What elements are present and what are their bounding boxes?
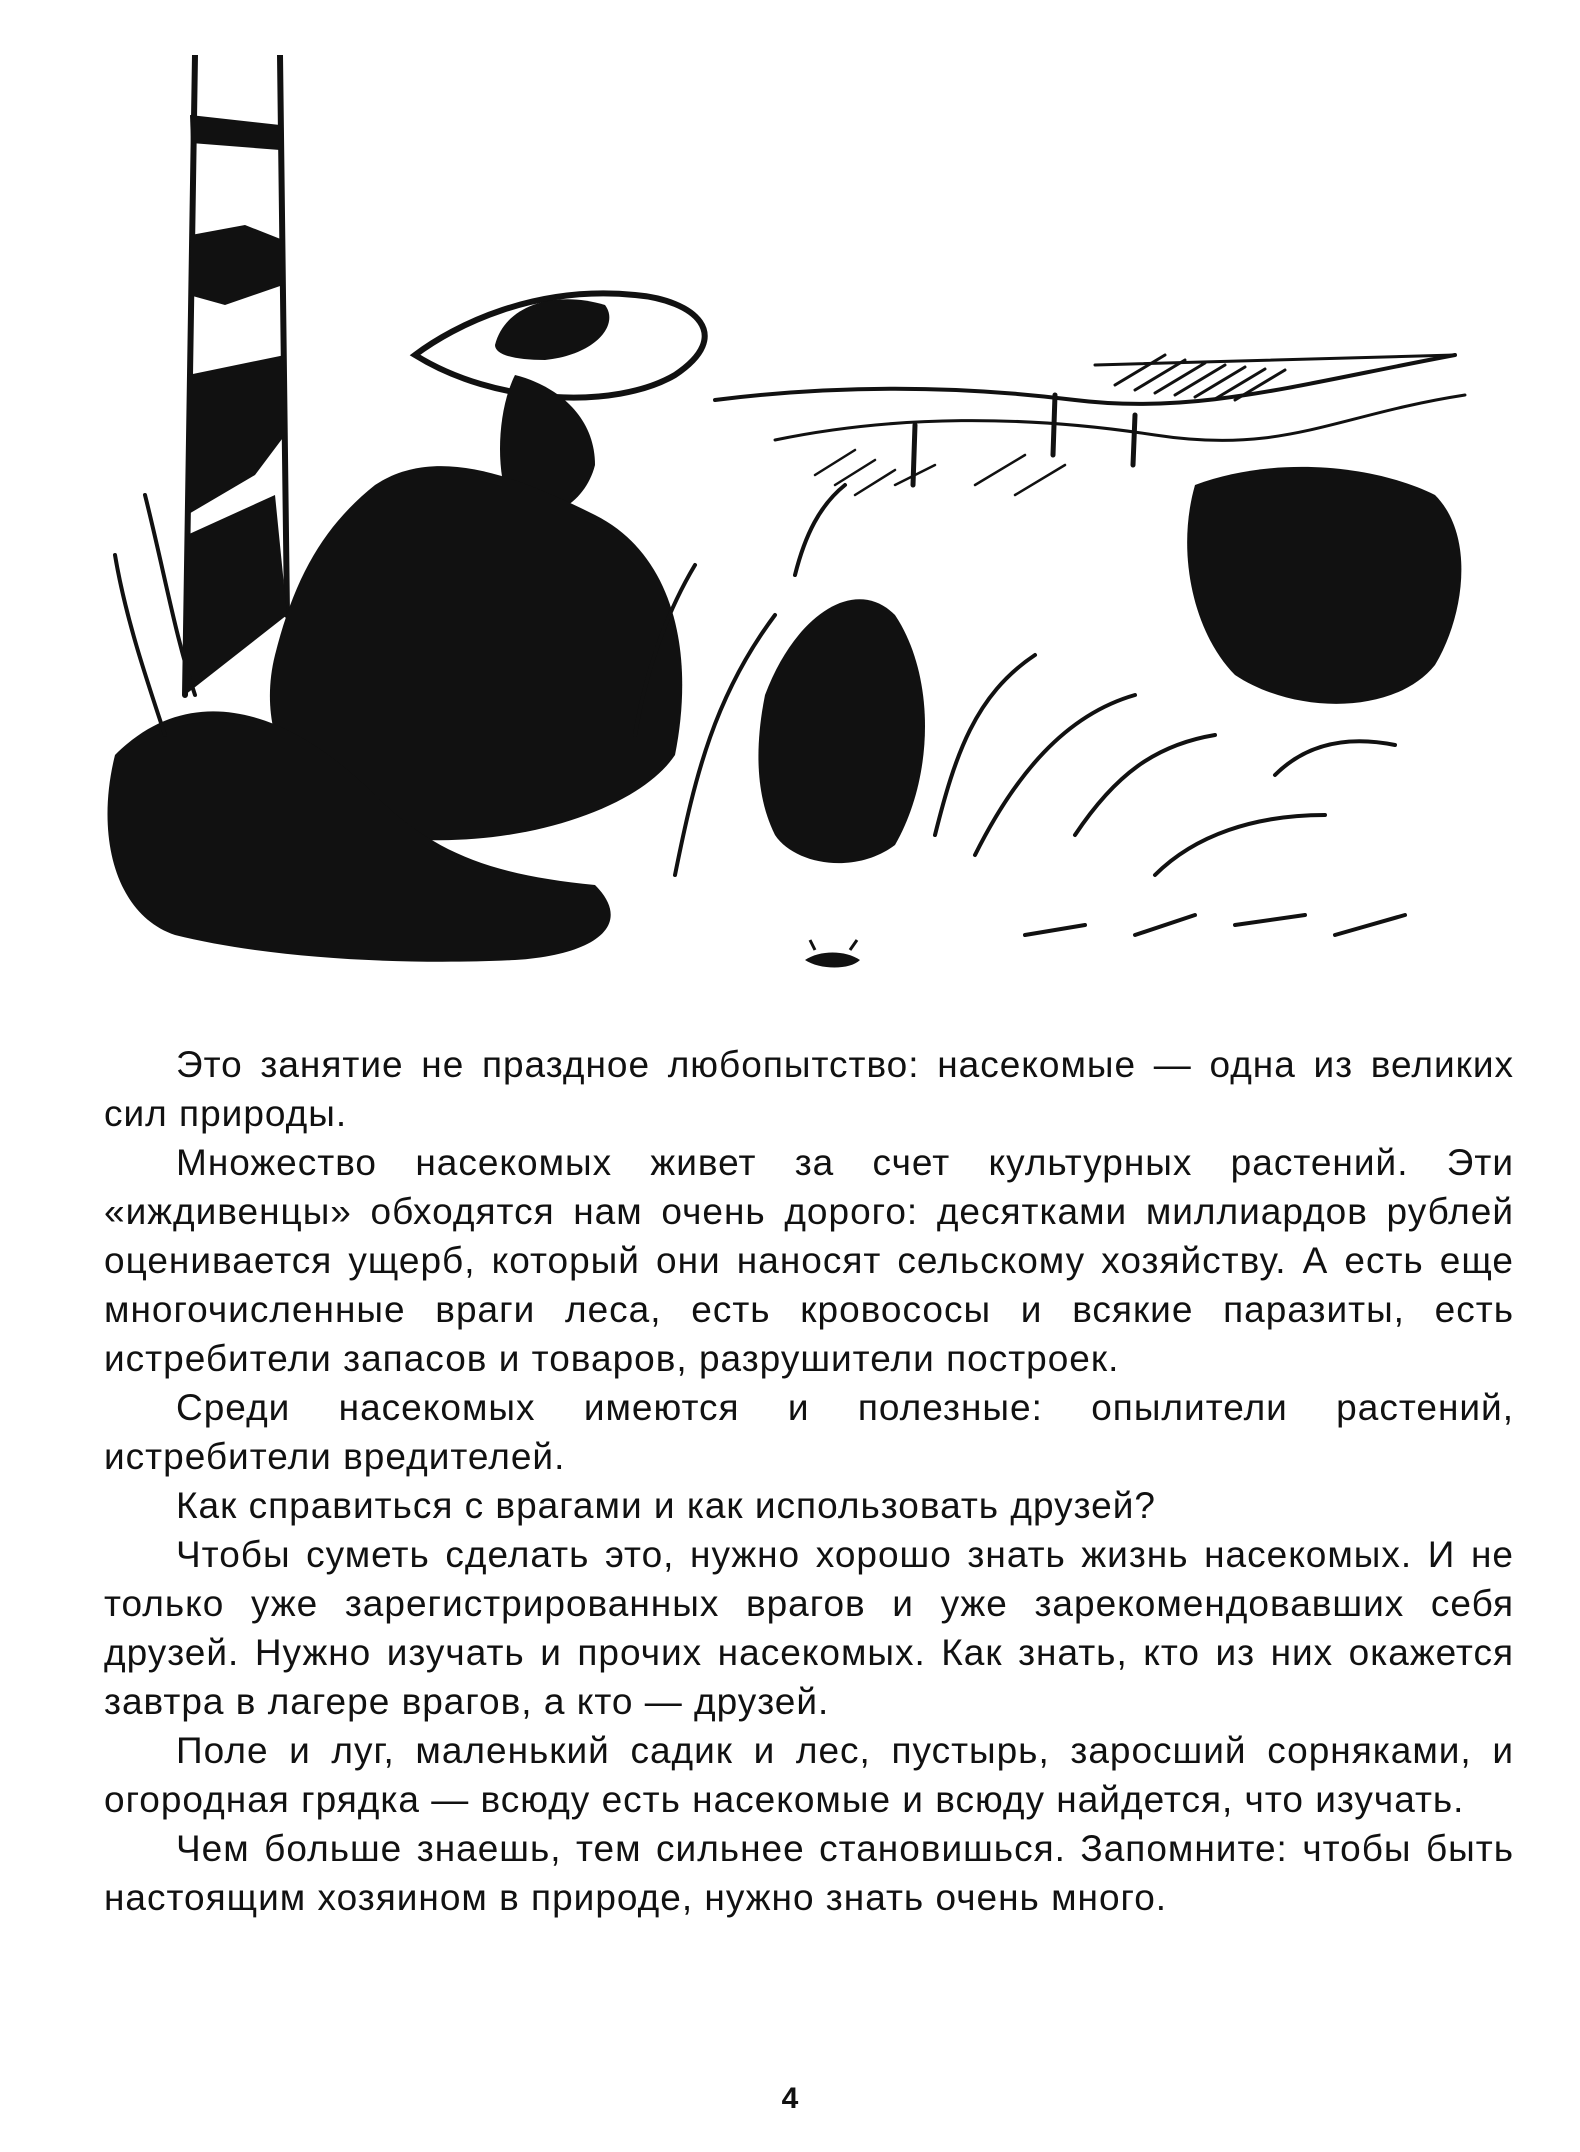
paragraph: Среди насекомых имеются и полезные: опылители растений, истребители вредителей. [104,1387,1514,1477]
paragraph: Как справиться с врагами и как использовать друзей? [176,1485,1156,1526]
paragraph: Чтобы суметь сделать это, нужно хорошо знать жизнь насекомых. И не только уже зарегистрированных врагов и уже зарекомендовавших себя друзей. Нужно изучать и прочих насекомых. Как знать, кто из них окажется завтра в лагере врагов, а кто — друзей. [104,1534,1514,1722]
illustration-boy-in-meadow [75,55,1495,995]
page-number: 4 [781,2082,799,2115]
paragraph: Это занятие не праздное любопытство: насекомые — одна из великих сил природы. [104,1044,1514,1134]
paragraph: Поле и луг, маленький садик и лес, пустырь, заросший сорняками, и огородная грядка — всюду есть насекомые и всюду найдется, что изучать. [104,1730,1514,1820]
paragraph: Множество насекомых живет за счет культурных растений. Эти «иждивенцы» обходятся нам очень дорого: десятками миллиардов рублей оценивается ущерб, который они наносят сельскому хозяйству. А есть еще многочисленные враги леса, есть кровососы и всякие паразиты, есть истребители запасов и товаров, разрушители построек. [104,1142,1514,1379]
paragraph: Чем больше знаешь, тем сильнее становишься. Запомните: чтобы быть настоящим хозяином в природе, нужно знать очень много. [104,1828,1514,1918]
body-text [104,1040,1514,1922]
ink-drawing [75,55,1495,995]
